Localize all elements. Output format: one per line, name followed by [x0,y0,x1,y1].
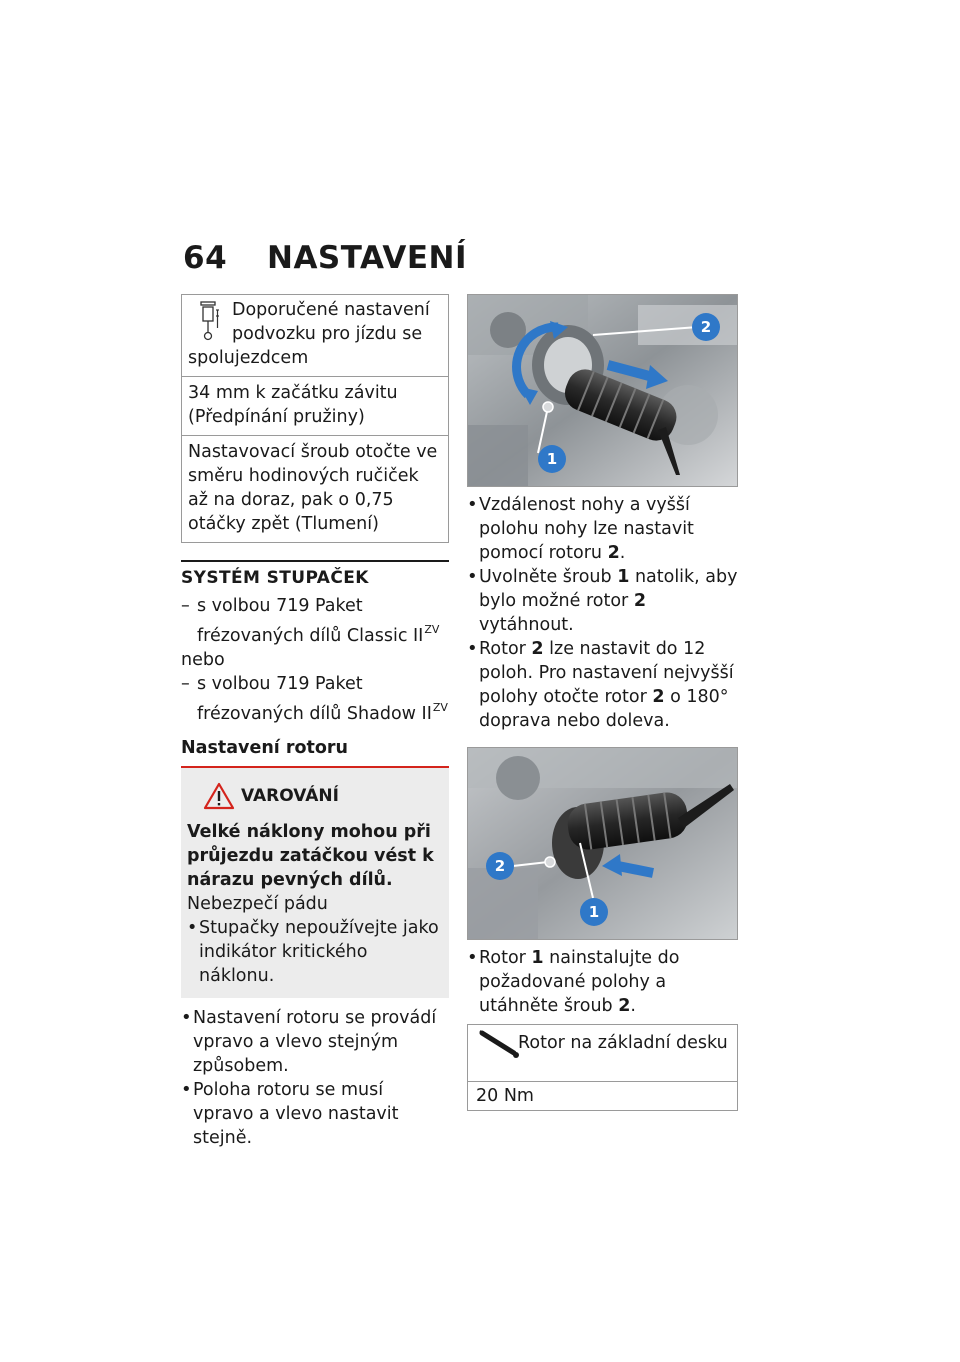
option-list [181,594,449,726]
callout-2: 2 [692,313,720,341]
suspension-icon [188,298,228,344]
spec-box-title: Doporučené nastavení podvozku pro jízdu se spolujezdcem [188,300,430,368]
right-column [467,294,738,1111]
or-label: nebo [181,650,225,670]
torque-value: 20 Nm [468,1081,737,1110]
torque-header [468,1025,737,1081]
torque-wrench-icon [478,1029,520,1059]
spec-row-damping: Nastavovací šroub otočte ve směru hodinových ručiček až na doraz, pak o 0,75 otáčky zpět (Tlumení) [182,435,448,542]
warning-danger: Nebezpečí pádu [187,894,328,914]
right-bullets-1 [467,493,738,733]
torque-box [467,1024,738,1111]
figure-rotor-adjust [467,294,738,487]
left-bullets [181,1006,449,1150]
list-item: • Vzdálenost nohy a vyšší polohu nohy lze nastavit pomocí rotoru 2. [467,493,738,565]
page-number: 64 [183,240,228,276]
page-header [183,240,467,276]
figure-rotor-install [467,747,738,940]
subheading: Nastavení rotoru [181,738,349,758]
callout-1: 1 [580,898,608,926]
warning-title: VAROVÁNÍ [241,786,339,806]
warning-body: Velké náklony mohou při průjezdu zatáčkou vést k nárazu pevných dílů. [187,822,434,890]
right-bullets-2 [467,946,738,1018]
option-sup: ZV [424,623,440,636]
spec-row-preload: 34 mm k začátku závitu (Předpínání pružiny) [182,376,448,435]
list-item: • Rotor 2 lze nastavit do 12 poloh. Pro nastavení nejvyšší polohy otočte rotor 2 o 180° doprava nebo doleva. [467,637,738,733]
left-column [181,294,449,1150]
spec-box [181,294,449,543]
warning-box [181,766,449,998]
list-item: • Poloha rotoru se musí vpravo a vlevo nastavit stejně. [181,1078,449,1150]
spec-box-header [182,295,448,376]
option-item: – s volbou 719 Paket frézovaných dílů Classic $II^{ZV}$ [181,594,449,648]
list-item: • Rotor 1 nainstalujte do požadované polohy a utáhněte šroub 2. [467,946,738,1018]
page-title: NASTAVENÍ [267,240,468,276]
list-item: • Uvolněte šroub 1 natolik, aby bylo možné rotor 2 vytáhnout. [467,565,738,637]
warning-header [203,782,441,810]
option-item: – s volbou 719 Paket frézovaných dílů Shadow $II^{ZV}$ [181,672,449,726]
torque-label: Rotor na základní desku [518,1033,728,1053]
callout-1: 1 [538,445,566,473]
callout-2: 2 [486,852,514,880]
section-title: SYSTÉM STUPAČEK [181,568,369,588]
warning-icon [203,782,235,810]
warning-advice: • Stupačky nepoužívejte jako indikátor kritického náklonu. [187,916,441,988]
list-item: • Nastavení rotoru se provádí vpravo a vlevo stejným způsobem. [181,1006,449,1078]
section-divider [181,560,449,562]
option-sup: ZV [432,701,448,714]
